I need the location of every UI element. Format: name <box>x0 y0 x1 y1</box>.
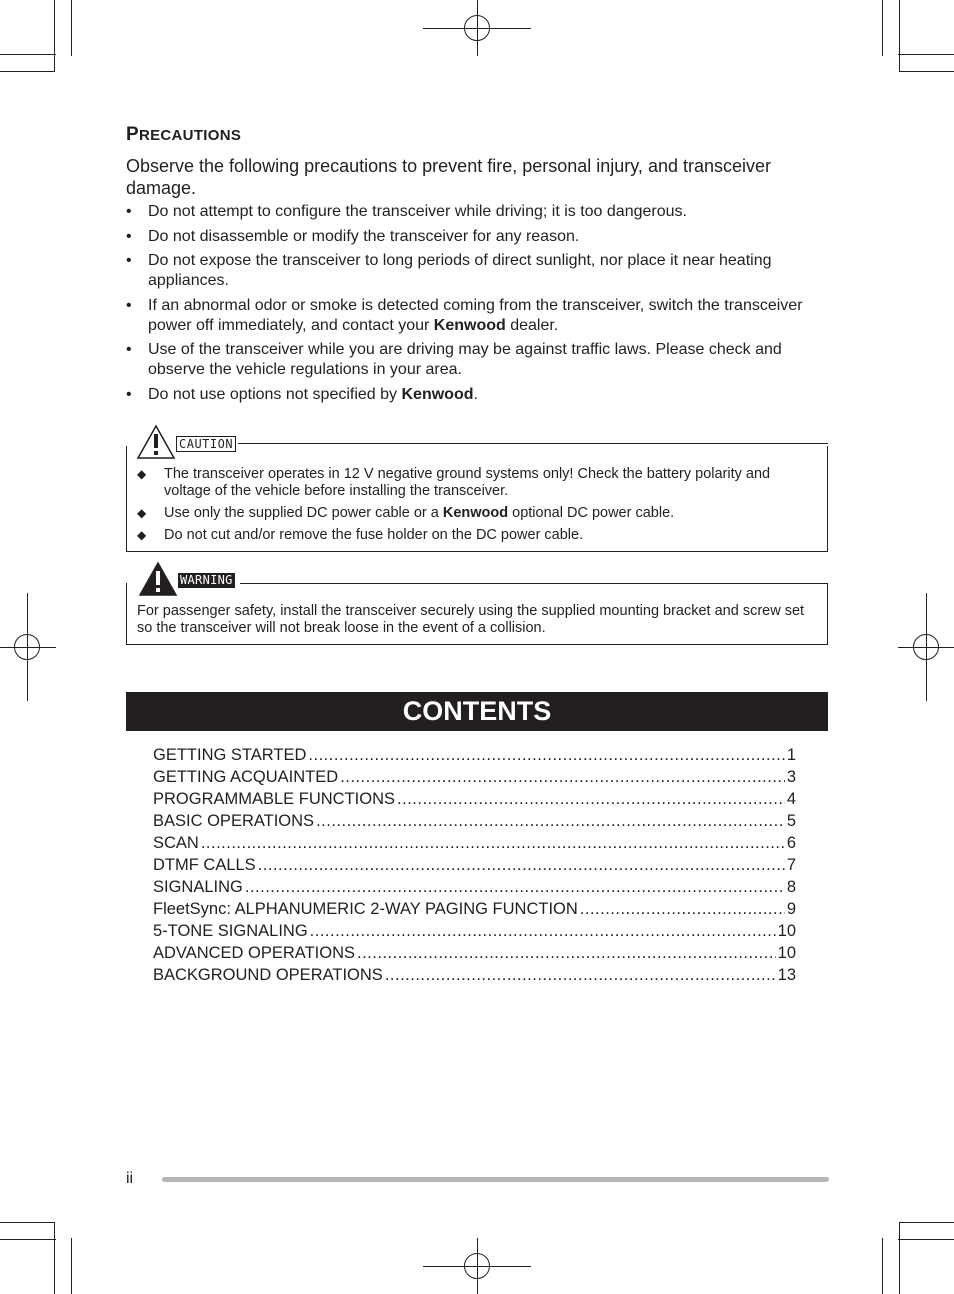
toc-entry-title: ADVANCED OPERATIONS <box>153 944 356 962</box>
list-item <box>126 385 832 405</box>
bullet-glyph: • <box>126 252 132 269</box>
toc-entry[interactable] <box>153 855 796 877</box>
crop-mark <box>0 54 56 55</box>
warning-label: WARNING <box>180 573 233 587</box>
list-item-text: Do not use options not specified by <box>148 385 402 403</box>
list-item-text: dealer. <box>505 316 559 334</box>
toc-entry-page: 5 <box>786 812 796 830</box>
crop-mark <box>882 0 883 56</box>
list-item <box>126 251 832 291</box>
toc-entry[interactable] <box>153 833 796 855</box>
precautions-intro: Observe the following precautions to prevent fire, personal injury, and transceiver damage. <box>126 156 772 198</box>
section-title <box>126 124 241 146</box>
diamond-bullet-icon: ◆ <box>137 467 147 481</box>
crop-mark <box>882 1238 883 1294</box>
list-item-text: If an abnormal odor or smoke is detected coming from the transceiver, switch the transceiver power off immediately, and contact your <box>148 296 803 334</box>
toc-entry-page: 10 <box>777 922 796 940</box>
toc-leader-dots <box>258 855 785 875</box>
toc-entry-page: 4 <box>786 790 796 808</box>
toc-leader-dots <box>357 943 776 963</box>
toc-entry[interactable] <box>153 811 796 833</box>
toc-entry-title: PROGRAMMABLE FUNCTIONS <box>153 790 396 808</box>
toc-leader-dots <box>308 745 784 765</box>
toc-entry-title: 5-TONE SIGNALING <box>153 922 308 940</box>
toc-entry-title: GETTING ACQUAINTED <box>153 768 339 786</box>
contents-heading: CONTENTS <box>126 692 828 731</box>
list-item-text: . <box>473 385 478 403</box>
toc-entry[interactable] <box>153 921 796 943</box>
toc-entry-title: SCAN <box>153 834 199 852</box>
crop-mark <box>0 1239 56 1240</box>
toc-entry-title: SIGNALING <box>153 878 243 896</box>
diamond-bullet-icon: ◆ <box>137 528 147 542</box>
toc-entry[interactable] <box>153 745 796 767</box>
toc-entry[interactable] <box>153 965 796 987</box>
crop-mark <box>0 1222 55 1223</box>
toc-entry-title: FleetSync: ALPHANUMERIC 2-WAY PAGING FUNCTION <box>153 900 578 918</box>
toc-entry[interactable] <box>153 877 796 899</box>
toc-entry-page: 13 <box>777 966 796 984</box>
caution-header-rule <box>238 443 828 444</box>
footer-rule <box>162 1177 829 1182</box>
toc-entry[interactable] <box>153 943 796 965</box>
bullet-glyph: • <box>126 203 132 220</box>
crop-mark <box>54 0 55 72</box>
bullet-glyph: • <box>126 385 132 403</box>
toc-leader-dots <box>385 965 776 985</box>
toc-leader-dots <box>316 811 785 831</box>
toc-leader-dots <box>245 877 785 897</box>
list-item-text: Do not expose the transceiver to long periods of direct sunlight, nor place it near heating appliances. <box>148 252 772 289</box>
toc-entry-page: 6 <box>786 834 796 852</box>
toc-entry-title: DTMF CALLS <box>153 856 256 874</box>
table-of-contents <box>153 745 796 987</box>
toc-leader-dots <box>201 833 785 853</box>
toc-entry[interactable] <box>153 899 796 921</box>
toc-entry-title: GETTING STARTED <box>153 746 307 764</box>
list-item <box>137 527 817 544</box>
crop-mark <box>899 1222 954 1223</box>
caution-box <box>126 446 828 552</box>
registration-circle <box>14 634 40 660</box>
bullet-glyph: • <box>126 341 132 358</box>
caution-list <box>137 466 817 549</box>
crop-mark <box>71 0 72 56</box>
section-title-rest: RECAUTIONS <box>138 127 242 144</box>
toc-entry-page: 9 <box>786 900 796 918</box>
brand-name: Kenwood <box>442 505 509 521</box>
crop-mark <box>54 1222 55 1294</box>
toc-entry[interactable] <box>153 767 796 789</box>
crop-mark <box>899 71 954 72</box>
toc-entry-page: 3 <box>786 768 796 786</box>
list-item <box>126 227 832 247</box>
list-item <box>126 202 832 222</box>
toc-entry-page: 7 <box>786 856 796 874</box>
caution-label: CAUTION <box>176 436 236 452</box>
section-title-initial: P <box>126 124 139 145</box>
list-item-text: Do not disassemble or modify the transceiver for any reason. <box>148 227 580 245</box>
toc-leader-dots <box>310 921 776 941</box>
precautions-list <box>126 202 832 409</box>
crop-mark <box>899 1222 900 1294</box>
toc-entry-title: BACKGROUND OPERATIONS <box>153 966 383 984</box>
crop-mark <box>899 0 900 72</box>
registration-circle <box>913 634 939 660</box>
bullet-glyph: • <box>126 296 132 314</box>
toc-entry-title: BASIC OPERATIONS <box>153 812 315 830</box>
registration-circle <box>464 1253 490 1279</box>
page-number: ii <box>126 1170 134 1187</box>
toc-entry[interactable] <box>153 789 796 811</box>
list-item-text: optional DC power cable. <box>508 505 675 521</box>
toc-leader-dots <box>397 789 785 809</box>
list-item <box>126 296 832 336</box>
toc-entry-page: 1 <box>786 746 796 764</box>
toc-leader-dots <box>340 767 785 787</box>
diamond-bullet-icon: ◆ <box>137 506 147 520</box>
warning-box <box>126 583 828 645</box>
list-item <box>137 505 817 522</box>
list-item-text: Do not attempt to configure the transceiver while driving; it is too dangerous. <box>148 203 687 220</box>
warning-text: For passenger safety, install the transceiver securely using the supplied mounting bracket and screw set so the transceiver will not break loose in the event of a collision. <box>137 603 805 636</box>
crop-mark <box>0 71 55 72</box>
brand-name: Kenwood <box>401 385 474 403</box>
brand-name: Kenwood <box>433 316 506 334</box>
registration-circle <box>464 15 490 41</box>
crop-mark <box>898 1239 954 1240</box>
list-item <box>126 340 832 380</box>
list-item-text: Do not cut and/or remove the fuse holder on the DC power cable. <box>164 527 584 543</box>
bullet-glyph: • <box>126 227 132 245</box>
crop-mark <box>898 54 954 55</box>
list-item-text: Use only the supplied DC power cable or a <box>164 505 443 521</box>
toc-leader-dots <box>580 899 785 919</box>
toc-entry-page: 10 <box>777 944 796 962</box>
crop-mark <box>71 1238 72 1294</box>
toc-entry-page: 8 <box>786 878 796 896</box>
list-item-text: The transceiver operates in 12 V negative ground systems only! Check the battery polarity and voltage of the vehicle before installing the transceiver. <box>164 466 771 499</box>
list-item-text: Use of the transceiver while you are driving may be against traffic laws. Please check and observe the vehicle regulations in your area. <box>148 341 782 378</box>
list-item <box>137 466 817 500</box>
